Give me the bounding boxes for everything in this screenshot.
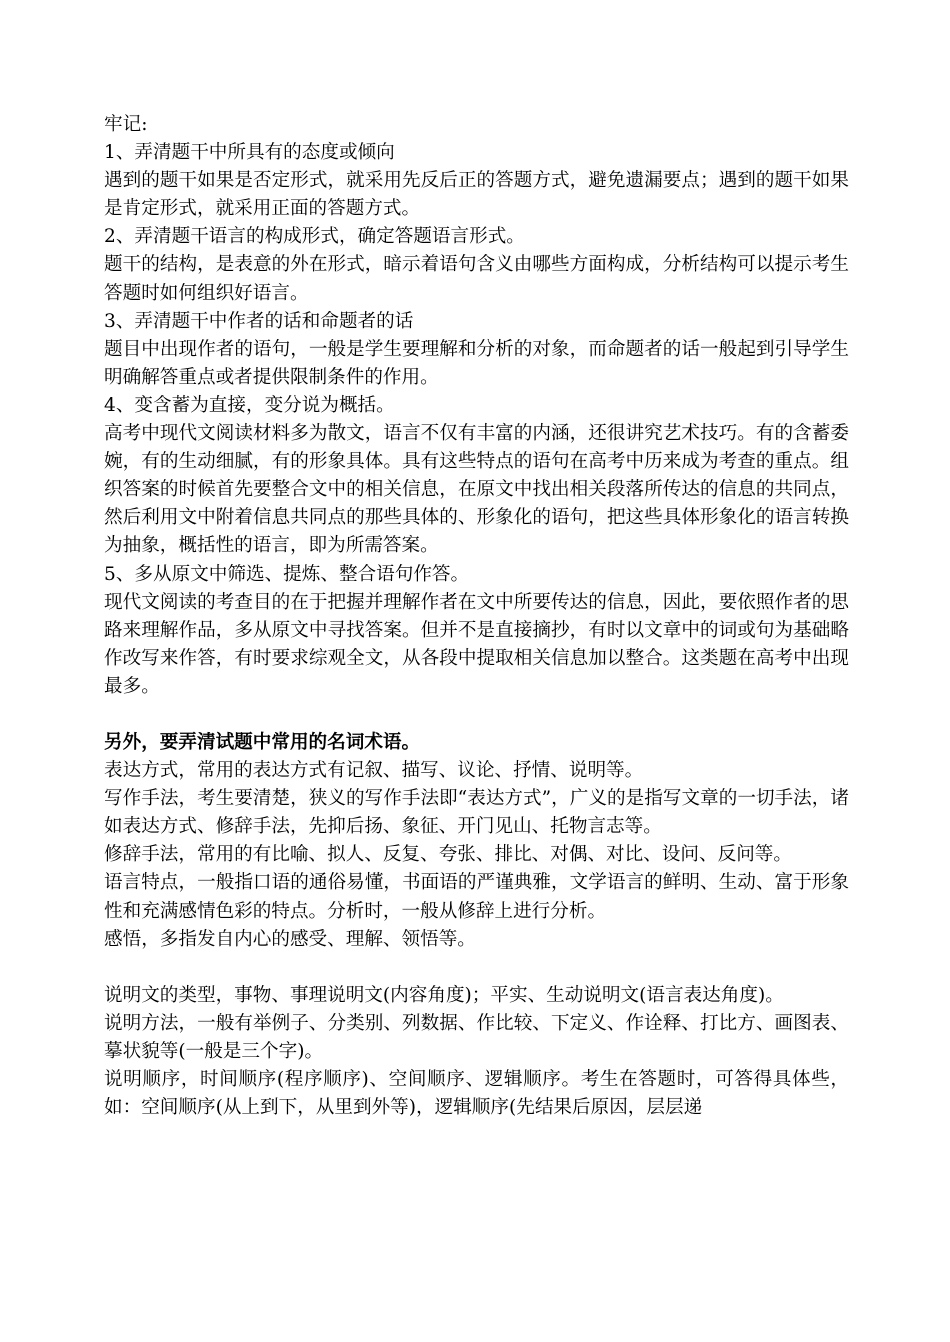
expository-methods: 说明方法，一般有举例子、分类别、列数据、作比较、下定义、作诠释、打比方、画图表、摹状貌等(一般是三个字)。 [104,1012,849,1062]
tip-3-title: 3、弄清题干中作者的话和命题者的话 [104,310,414,332]
tip-4-body: 高考中现代文阅读材料多为散文，语言不仅有丰富的内涵，还很讲究艺术技巧。有的含蓄委婉，有的生动细腻，有的形象具体。具有这些特点的语句在高考中历来成为考查的重点。组织答案的时候首先要整合文中的相关信息，在原文中找出相关段落所传达的信息的共同点，然后利用文中附着信息共同点的那些具体的、形象化的语句，把这些具体形象化的语言转换为抽象，概括性的语言，即为所需答案。 [104,423,849,557]
tip-3-body: 题目中出现作者的语句，一般是学生要理解和分析的对象，而命题者的话一般起到引导学生明确解答重点或者提供限制条件的作用。 [104,338,849,388]
terms-heading: 另外，要弄清试题中常用的名词术语。 [104,731,421,753]
document-page [104,111,849,1122]
remember-label: 牢记: [104,114,148,135]
tip-2-body: 题干的结构，是表意的外在形式，暗示着语句含义由哪些方面构成，分析结构可以提示考生答题时如何组织好语言。 [104,254,849,304]
expository-order: 说明顺序，时间顺序(程序顺序)、空间顺序、逻辑顺序。考生在答题时，可答得具体些，如：空间顺序(从上到下，从里到外等)，逻辑顺序(先结果后原因，层层递 [104,1069,849,1119]
term-insight: 感悟，多指发自内心的感受、理解、领悟等。 [104,928,476,950]
tip-4-title: 4、变含蓄为直接，变分说为概括。 [104,394,395,416]
tip-5-title: 5、多从原文中筛选、提炼、整合语句作答。 [104,563,470,585]
tip-1-body: 遇到的题干如果是否定形式，就采用先反后正的答题方式，避免遗漏要点；遇到的题干如果是肯定形式，就采用正面的答题方式。 [104,170,849,220]
tip-1-title: 1、弄清题干中所具有的态度或倾向 [104,142,395,164]
term-language-features: 语言特点，一般指口语的通俗易懂，书面语的严谨典雅，文学语言的鲜明、生动、富于形象性和充满感情色彩的特点。分析时，一般从修辞上进行分析。 [104,872,849,922]
spacer [104,701,849,729]
tip-5-body: 现代文阅读的考查目的在于把握并理解作者在文中所要传达的信息，因此，要依照作者的思路来理解作品，多从原文中寻找答案。但并不是直接摘抄，有时以文章中的词或句为基础略作改写来作答，有时要求综观全文，从各段中提取相关信息加以整合。这类题在高考中出现最多。 [104,591,849,697]
term-writing-techniques: 写作手法，考生要清楚，狭义的写作手法即“表达方式”，广义的是指写文章的一切手法，诸如表达方式、修辞手法，先抑后扬、象征、开门见山、托物言志等。 [104,788,849,838]
spacer [104,954,849,982]
expository-types: 说明文的类型，事物、事理说明文(内容角度)；平实、生动说明文(语言表达角度)。 [104,984,784,1006]
tip-2-title: 2、弄清题干语言的构成形式，确定答题语言形式。 [104,226,525,248]
term-rhetoric: 修辞手法，常用的有比喻、拟人、反复、夸张、排比、对偶、对比、设问、反问等。 [104,844,792,866]
term-expression-modes: 表达方式，常用的表达方式有记叙、描写、议论、抒情、说明等。 [104,760,644,782]
